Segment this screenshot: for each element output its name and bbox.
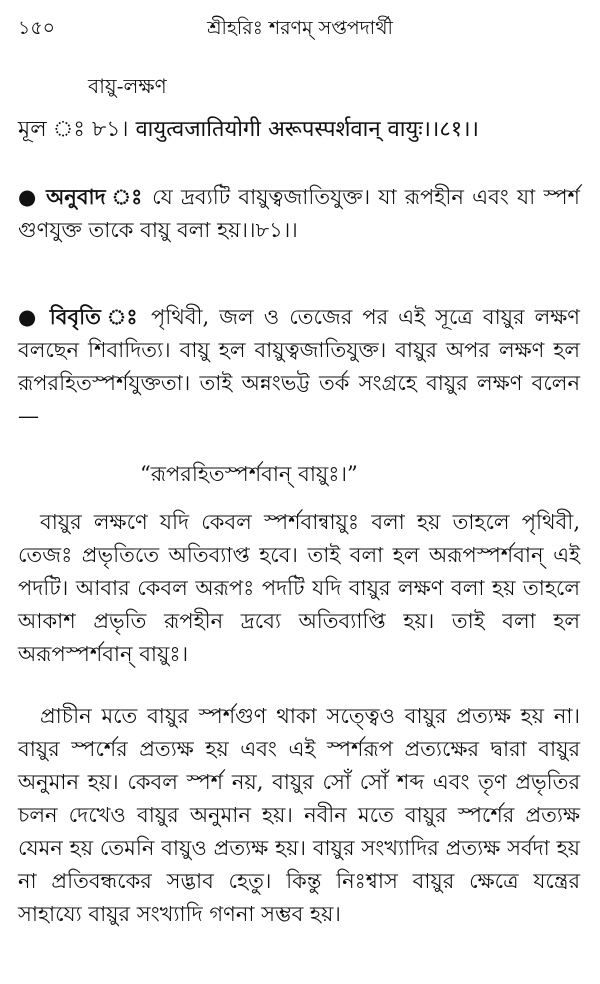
- anubad-text: যে দ্রব্যটি বায়ুত্বজাতিযুক্ত। যা রূপহীন এবং যা স্পর্শ গুণযুক্ত তাকে বায়ু বলা হয়।।৮১।।: [18, 185, 580, 242]
- quotation: “রূপরহিতস্পর্শবান্ বায়ুঃ।”: [140, 462, 358, 486]
- sutra-text: वायुत्वजातियोगी अरूपस्पर्शवान् वायुः।।८१।।: [135, 117, 479, 142]
- bibriti-paragraph: [18, 300, 580, 433]
- body-paragraph: বায়ুর লক্ষণে যদি কেবল স্পর্শবান্বায়ুঃ বলা হয় তাহলে পৃথিবী, তেজঃ প্রভৃতিতে অতিব্যাপ্ত হবে। তাই বলা হল অরূপস্পর্শবান্ এই পদটি। আবার কেবল অরূপঃ পদটি যদি বায়ুর লক্ষণ বলা হয় তাহলে আকাশ প্রভৃতি রূপহীন দ্রব্যে অতিব্যাপ্তি হয়। তাই বলা হল অরূপস্পর্শবান্ বায়ুঃ।: [18, 510, 580, 666]
- page-header: [0, 14, 600, 48]
- section-title: বায়ু-লক্ষণ: [88, 74, 167, 98]
- sutra-line: [18, 112, 580, 149]
- bullet-icon: ●: [18, 184, 38, 209]
- running-title: শ্রীহরিঃ শরণম্ সপ্তপদার্থী: [207, 17, 393, 39]
- bibriti-label: বিবৃতি ঃ: [49, 304, 141, 329]
- anubad-paragraph: [18, 180, 580, 247]
- body-paragraph: প্রাচীন মতে বায়ুর স্পর্শগুণ থাকা সত্ত্বেও বায়ুর প্রত্যক্ষ হয় না। বায়ুর স্পর্শের প্রত্যক্ষ হয় এবং এই স্পর্শরূপ প্রত্যক্ষের দ্বারা বায়ুর অনুমান হয়। কেবল স্পর্শ নয়, বায়ুর সোঁ সোঁ শব্দ এবং তৃণ প্রভৃতির চলন দেখেও বায়ুর অনুমান হয়। নবীন মতে বায়ুর স্পর্শের প্রত্যক্ষ যেমন হয় তেমনি বায়ুও প্রত্যক্ষ হয়। বায়ুর সংখ্যাদির প্রত্যক্ষ সর্বদা হয় না প্রতিবন্ধকের সদ্ভাব হেতু। কিন্তু নিঃশ্বাস বায়ুর ক্ষেত্রে যন্ত্রের সাহায্যে বায়ুর সংখ্যাদি গণনা সম্ভব হয়।: [18, 704, 580, 926]
- page-number: ১৫০: [18, 17, 56, 39]
- sutra-label: মূল ঃ ৮১।: [18, 117, 129, 142]
- bullet-icon: ●: [18, 304, 40, 329]
- anubad-label: অনুবাদ ঃ: [46, 184, 144, 209]
- bibriti-text: পৃথিবী, জল ও তেজের পর এই সূত্রে বায়ুর লক্ষণ বলছেন শিবাদিত্য। বায়ু হল বায়ুত্বজাতিযুক্ত। বায়ুর অপর লক্ষণ হল রূপরহিতস্পর্শযুক্ততা। তাই অন্নংভট্ট তর্ক সংগ্রহে বায়ুর লক্ষণ বলেন—: [18, 305, 581, 428]
